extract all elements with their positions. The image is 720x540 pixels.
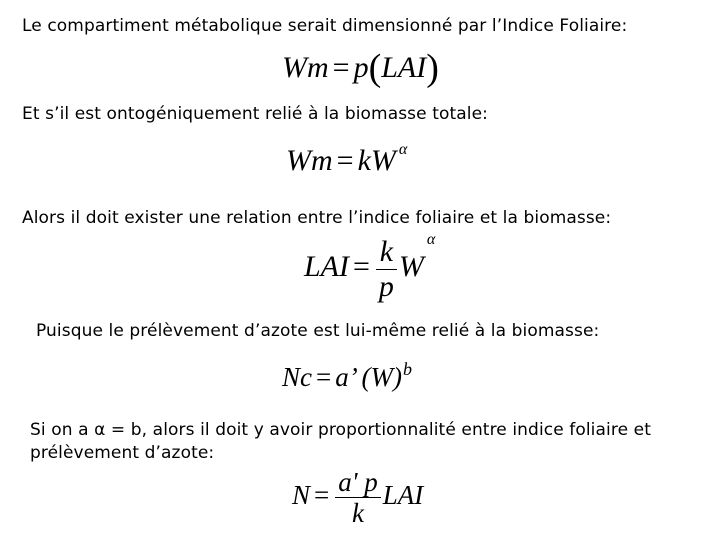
eq3-numerator: k — [379, 235, 394, 268]
eq3-exponent: α — [426, 231, 436, 248]
eq3-fraction — [376, 236, 397, 302]
paragraph-relation-lai-biomass: Alors il doit exister une relation entre l’indice foliaire et la biomasse: — [22, 208, 612, 228]
eq3-rhs: W — [398, 249, 424, 283]
eq5-numerator: a' p — [338, 467, 378, 497]
eq3-equals: = — [353, 249, 370, 283]
equation-lai-k-over-p — [304, 231, 436, 303]
eq5-denominator: k — [352, 498, 364, 529]
eq1-lhs: Wm — [282, 51, 329, 84]
eq5-fraction — [335, 468, 381, 528]
paragraph-ontogenetic-relation: Et s’il est ontogéniquement relié à la biomasse totale: — [22, 104, 488, 124]
paragraph-proportionality-line2: prélèvement d’azote: — [30, 443, 215, 463]
eq1-rparen: ) — [426, 47, 439, 89]
equation-wm-p-lai — [282, 46, 439, 89]
eq4-lhs: Nc — [282, 362, 312, 392]
equation-nc-a-w-b — [282, 359, 412, 392]
eq1-equals: = — [332, 51, 350, 84]
eq5-equals: = — [314, 480, 330, 511]
eq1-lparen: ( — [368, 47, 382, 89]
eq4-rhs: a’ (W) — [335, 362, 402, 392]
eq1-arg: LAI — [381, 51, 427, 84]
eq4-exponent: b — [402, 359, 412, 379]
equation-wm-kw-alpha — [286, 141, 408, 177]
eq5-lhs: N — [292, 480, 311, 511]
paragraph-proportionality-line1: Si on a α = b, alors il doit y avoir proportionnalité entre indice foliaire et — [30, 420, 651, 440]
paragraph-metabolic-compartment: Le compartiment métabolique serait dimensionné par l’Indice Foliaire: — [22, 16, 628, 36]
eq2-rhs: kW — [357, 144, 396, 177]
paragraph-nitrogen-uptake: Puisque le prélèvement d’azote est lui-même relié à la biomasse: — [36, 321, 600, 341]
eq3-lhs: LAI — [304, 249, 349, 283]
eq2-lhs: Wm — [286, 144, 333, 177]
eq4-equals: = — [316, 362, 332, 392]
eq2-exponent: α — [398, 141, 408, 158]
equation-n-ap-over-k-lai — [292, 468, 423, 528]
eq3-denominator: p — [378, 269, 394, 303]
eq2-equals: = — [336, 144, 354, 177]
eq5-rhs: LAI — [382, 480, 424, 511]
eq1-func: p — [353, 51, 369, 84]
